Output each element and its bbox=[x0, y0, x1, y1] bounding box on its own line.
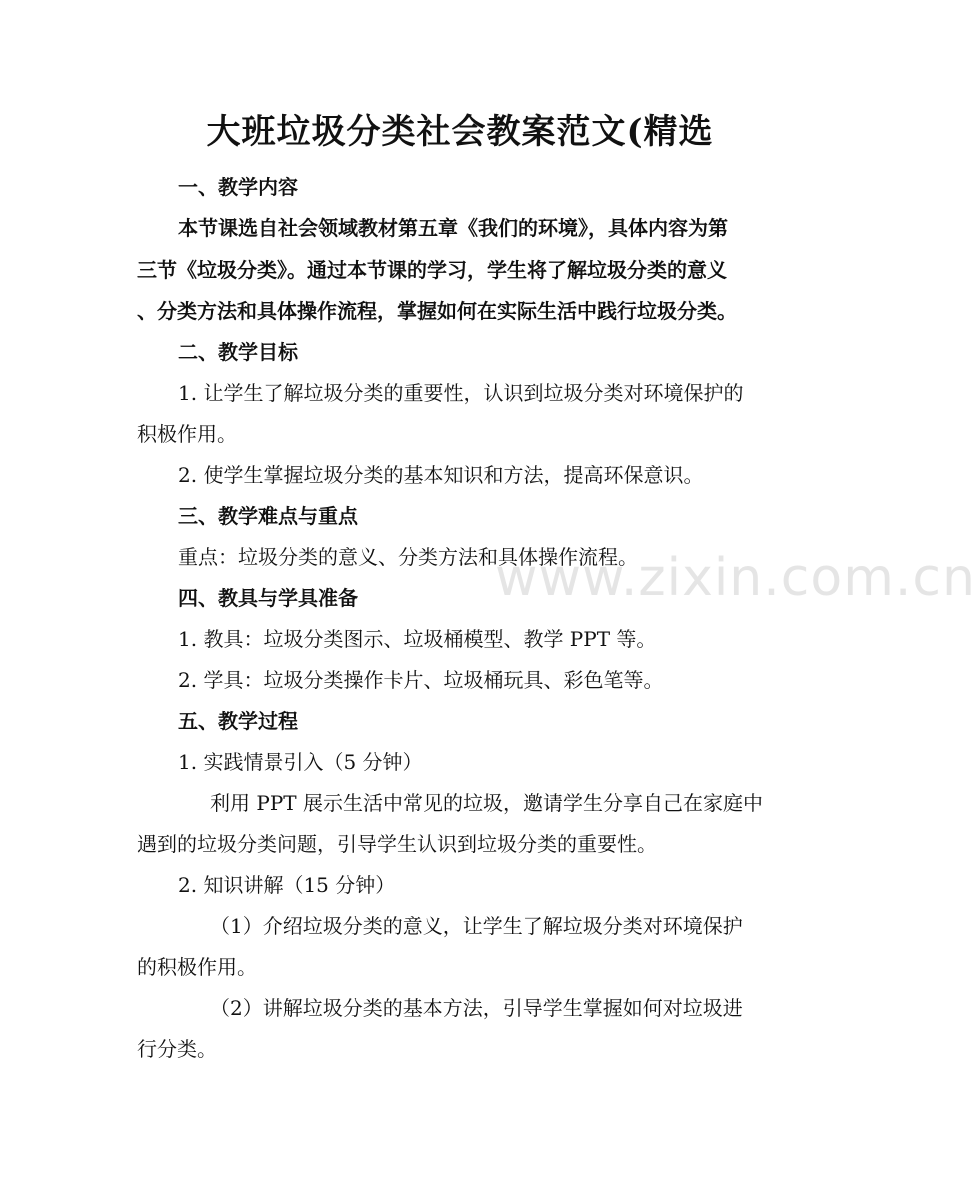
watermark: www.zixin.com.cn bbox=[495, 548, 976, 608]
paragraph-line: 的积极作用。 bbox=[137, 955, 257, 979]
section-heading-4: 四、教具与学具准备 bbox=[178, 586, 358, 610]
paragraph-line: 2. 学具：垃圾分类操作卡片、垃圾桶玩具、彩色笔等。 bbox=[178, 668, 664, 692]
document-title: 大班垃圾分类社会教案范文(精选 bbox=[206, 112, 714, 152]
paragraph-line: 1. 教具：垃圾分类图示、垃圾桶模型、教学 PPT 等。 bbox=[178, 627, 657, 651]
paragraph-line: 1. 实践情景引入（5 分钟） bbox=[178, 750, 423, 774]
paragraph-line: （1）介绍垃圾分类的意义，让学生了解垃圾分类对环境保护 bbox=[210, 914, 743, 938]
paragraph-line: 积极作用。 bbox=[137, 422, 237, 446]
paragraph-line: 行分类。 bbox=[137, 1037, 217, 1061]
paragraph-line: 三节《垃圾分类》。通过本节课的学习，学生将了解垃圾分类的意义 bbox=[137, 258, 727, 282]
paragraph-line: 2. 知识讲解（15 分钟） bbox=[178, 873, 396, 897]
section-heading-2: 二、教学目标 bbox=[178, 340, 298, 364]
section-heading-5: 五、教学过程 bbox=[178, 709, 298, 733]
paragraph-line: 2. 使学生掌握垃圾分类的基本知识和方法，提高环保意识。 bbox=[178, 463, 704, 487]
paragraph-line: 遇到的垃圾分类问题，引导学生认识到垃圾分类的重要性。 bbox=[137, 832, 657, 856]
paragraph-line: 、分类方法和具体操作流程，掌握如何在实际生活中践行垃圾分类。 bbox=[137, 299, 737, 323]
paragraph-line: 利用 PPT 展示生活中常见的垃圾，邀请学生分享自己在家庭中 bbox=[210, 791, 763, 815]
paragraph-line: 本节课选自社会领域教材第五章《我们的环境》，具体内容为第 bbox=[178, 216, 728, 240]
paragraph-line: 1. 让学生了解垃圾分类的重要性，认识到垃圾分类对环境保护的 bbox=[178, 381, 744, 405]
section-heading-3: 三、教学难点与重点 bbox=[178, 504, 358, 528]
paragraph-line: 重点：垃圾分类的意义、分类方法和具体操作流程。 bbox=[178, 545, 638, 569]
paragraph-line: （2）讲解垃圾分类的基本方法，引导学生掌握如何对垃圾进 bbox=[210, 996, 743, 1020]
section-heading-1: 一、教学内容 bbox=[178, 175, 298, 199]
